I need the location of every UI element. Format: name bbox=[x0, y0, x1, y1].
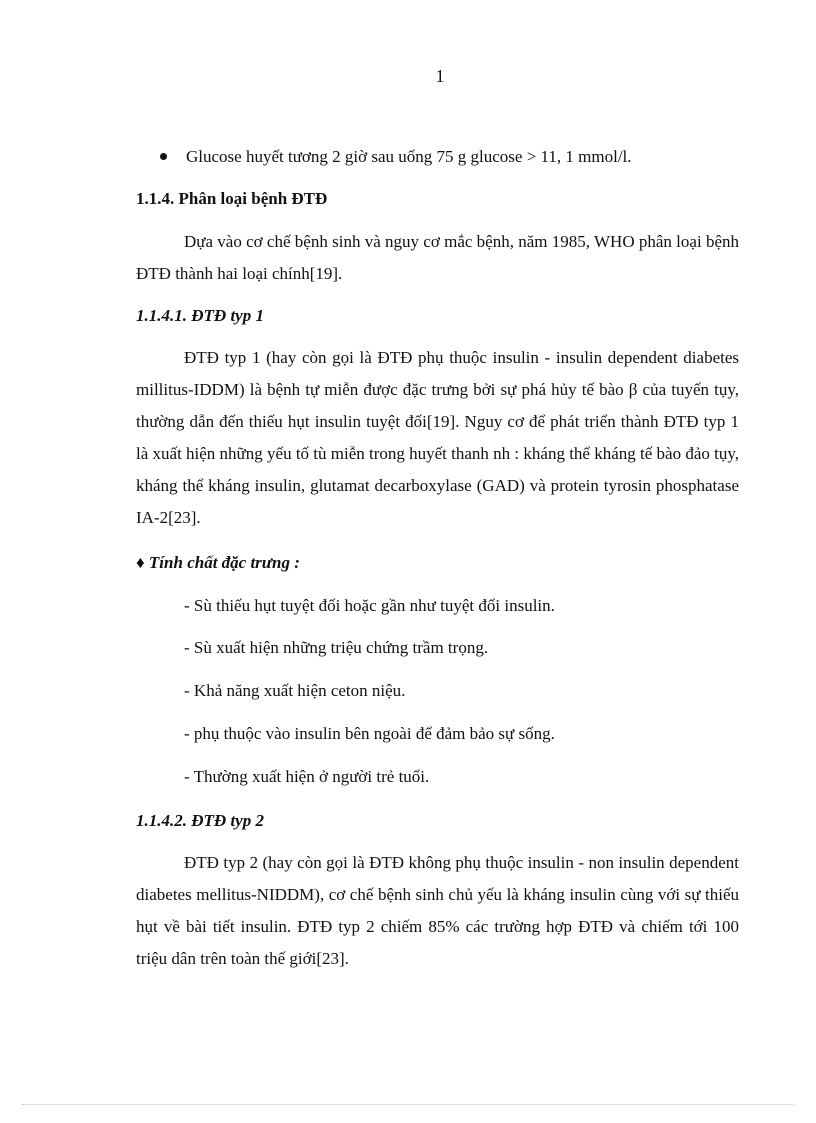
feature-item: - Thường xuất hiện ở người trẻ tuổi. bbox=[184, 767, 430, 786]
feature-item: - Sù xuất hiện những triệu chứng trầm trọng. bbox=[184, 638, 489, 657]
type1-heading: 1.1.4.1. ĐTĐ typ 1 bbox=[136, 306, 264, 325]
feature-item: - phụ thuộc vào insulin bên ngoài để đảm bảo sự sống. bbox=[184, 724, 555, 743]
features-heading: ♦ Tính chất đặc trưng : bbox=[136, 553, 300, 572]
section-heading: 1.1.4. Phân loại bệnh ĐTĐ bbox=[136, 189, 328, 208]
type2-heading: 1.1.4.2. ĐTĐ typ 2 bbox=[136, 811, 264, 830]
page-number: 1 bbox=[435, 66, 445, 86]
intro-paragraph: Dựa vào cơ chế bệnh sinh và nguy cơ mắc bệnh, năm 1985, WHO phân loại bệnh ĐTĐ thành hai loại chính[19]. bbox=[136, 232, 739, 283]
bullet-text: Glucose huyết tương 2 giờ sau uống 75 g glucose > 11, 1 mmol/l. bbox=[186, 147, 632, 166]
bullet-dot-icon bbox=[160, 153, 167, 160]
feature-item: - Khả năng xuất hiện ceton niệu. bbox=[184, 681, 406, 700]
feature-item: - Sù thiếu hụt tuyệt đối hoặc gần như tuyệt đối insulin. bbox=[184, 596, 555, 615]
type1-paragraph: ĐTĐ typ 1 (hay còn gọi là ĐTĐ phụ thuộc insulin - insulin dependent diabetes millitus-IDDM) là bệnh tự miễn được đặc trưng bởi sự phá hủy tế bào β của tuyến tụy, thường dẫn đến thiếu hụt insulin tuyệt đối[19]. Nguy cơ để phát triển thành ĐTĐ typ 1 là xuất hiện những yếu tố tù miễn trong huyết thanh nh : kháng thể kháng tế bào đảo tụy, kháng thể kháng insulin, glutamat decarboxylase (GAD) và protein tyrosin phosphatase IA-2[23]. bbox=[136, 348, 739, 527]
page-bottom-rule bbox=[22, 1104, 794, 1105]
type2-paragraph: ĐTĐ typ 2 (hay còn gọi là ĐTĐ không phụ thuộc insulin - non insulin dependent diabetes mellitus-NIDDM), cơ chế bệnh sinh chủ yếu là kháng insulin cùng với sự thiếu hụt về bài tiết insulin. ĐTĐ typ 2 chiếm 85% các trường hợp ĐTĐ và chiếm tới 100 triệu dân trên toàn thế giới[23]. bbox=[136, 853, 739, 968]
